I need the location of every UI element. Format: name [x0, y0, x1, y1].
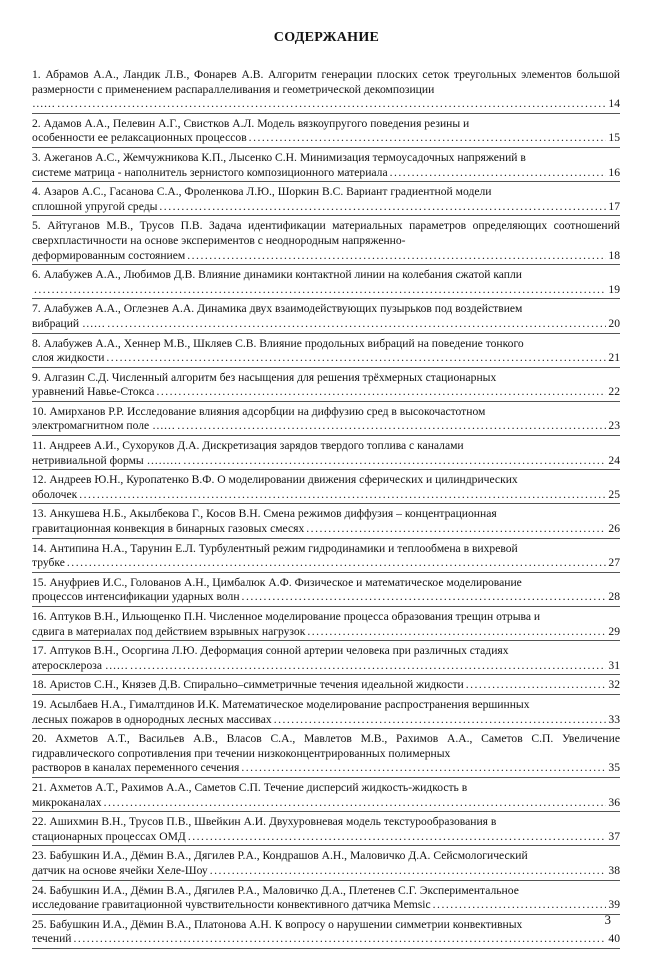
toc-entry-last-line [32, 166, 620, 181]
dot-leader [57, 97, 606, 112]
toc-entry-title: Ахметов А.Т., Васильев А.В., Власов С.А., Мавлетов М.В., Рахимов А.А., Саметов С.П. Увеличение гидравлического сопротивления при течении низкоконцентрированных полимерных [32, 732, 620, 760]
entry-divider [32, 948, 620, 949]
toc-entry-text [32, 151, 620, 166]
toc-entry-text [32, 781, 620, 796]
toc-entry-number: 25. [32, 917, 50, 931]
dot-leader [390, 166, 607, 181]
dot-leader [306, 522, 606, 537]
toc-entry-last-line [32, 454, 620, 469]
toc-entry-text [32, 117, 620, 132]
toc-entry-last-text: слоя жидкости [32, 351, 105, 365]
toc-entry-last-line [32, 659, 620, 674]
entry-divider [32, 113, 620, 114]
toc-entry-text [32, 439, 620, 454]
toc-entry-last-line [32, 898, 620, 913]
toc-entry [32, 678, 620, 695]
toc-entry-number: 4. [32, 185, 44, 199]
toc-entry-text [32, 371, 620, 386]
toc-entry-page: 39 [608, 898, 620, 912]
toc-entry-page: 29 [608, 624, 620, 638]
toc-entry-last-text: особенности ее релаксационных процессов [32, 131, 247, 145]
dot-leader [159, 200, 606, 215]
toc-entry-number: 11. [32, 439, 49, 453]
entry-divider [32, 401, 620, 402]
toc-entry-title: Ажеганов А.С., Жемчужникова К.П., Лысенко С.Н. Минимизация термоусадочных напряжений в [43, 150, 526, 164]
toc-entry-last-line [32, 830, 620, 845]
toc-entry-page: 19 [608, 282, 620, 296]
toc-entry-last-line [32, 97, 620, 112]
dot-leader [249, 131, 607, 146]
toc-entry-last-text: системе матрица - наполнитель зернистого композиционного материала [32, 165, 388, 179]
entry-divider [32, 503, 620, 504]
entry-divider [32, 264, 620, 265]
toc-entry-number: 24. [32, 883, 50, 897]
entry-divider [32, 469, 620, 470]
toc-entry-number: 22. [32, 815, 50, 829]
entry-divider [32, 640, 620, 641]
toc-entry-title: Ахметов А.Т., Рахимов А.А., Саметов С.П. Течение дисперсий жидкость-жидкость в [49, 780, 468, 794]
toc-entry [32, 151, 620, 182]
toc-entry-title: Адамов А.А., Пелевин А.Г., Свистков А.Л. Модель вязкоупругого поведения резины и [43, 116, 470, 130]
toc-entry-title: Андреев А.И., Сухоруков Д.А. Дискретизация зарядов твердого топлива с каналами [48, 439, 464, 453]
toc-entry-title: Асылбаев Н.А., Гималтдинов И.К. Математическое моделирование распространения вершинных [49, 697, 530, 711]
toc-entry-last-line [32, 249, 620, 264]
dot-leader [67, 556, 607, 571]
dot-leader [177, 419, 606, 434]
toc-entry-page: 18 [608, 248, 620, 262]
dot-leader [156, 385, 606, 400]
toc-entry [32, 268, 620, 299]
toc-entry [32, 371, 620, 402]
toc-entry [32, 439, 620, 470]
toc-entry-last-text: исследование гравитационной чувствительности конвективного датчика Memsic [32, 898, 431, 912]
page-title: СОДЕРЖАНИЕ [273, 30, 380, 45]
toc-entry-page: 38 [608, 863, 620, 877]
toc-entry-last-line [32, 932, 620, 947]
toc-entry-last-text: процессов интенсификации ударных волн [32, 590, 240, 604]
dot-leader [187, 249, 606, 264]
toc-entry-text [32, 849, 620, 864]
toc-entry-title: Алабужев А.А., Любимов Д.В. Влияние динамики контактной линии на колебания сжатой капли [43, 268, 522, 282]
toc-entry-number: 16. [32, 610, 50, 623]
toc-entry [32, 68, 620, 114]
entry-divider [32, 572, 620, 573]
toc-entry-last-line [32, 556, 620, 571]
toc-entry [32, 507, 620, 538]
toc-entry-number: 10. [32, 404, 50, 418]
toc-entry-page: 17 [608, 199, 620, 213]
dot-leader [34, 283, 606, 298]
entry-divider [32, 694, 620, 695]
dot-leader [74, 932, 607, 947]
entry-divider [32, 880, 620, 881]
toc-entry-title: Бабушкин И.А., Дёмин В.А., Платонова А.Н. К вопросу о нарушении симметрии конвективных [49, 917, 523, 931]
toc-entry-page: 24 [608, 453, 620, 467]
dot-leader [210, 864, 607, 879]
entry-divider [32, 435, 620, 436]
toc-entry-page: 20 [608, 316, 620, 330]
toc-entry-number: 23. [32, 849, 50, 863]
toc-entry-text [32, 507, 620, 522]
toc-entry [32, 884, 620, 915]
entry-divider [32, 147, 620, 148]
toc-entry-last-text: трубке [32, 556, 65, 570]
toc-entry-last-line [32, 713, 620, 728]
dot-leader [107, 317, 606, 332]
toc-entry [32, 610, 620, 641]
entry-divider [32, 538, 620, 539]
toc-entry [32, 337, 620, 368]
toc-entry-number: 8. [32, 336, 44, 350]
toc-entry-page: 16 [608, 165, 620, 179]
toc-entry-last-line [32, 385, 620, 400]
toc-entry-last-line [32, 351, 620, 366]
toc-entry-title: Айтуганов М.В., Трусов П.В. Задача идентификации материальных параметров определяющих соотношений сверхпластичности на основе экспериментов с неоднородным напряженно- [32, 219, 621, 247]
toc-entry-last-line [32, 522, 620, 537]
toc-entry-page: 28 [608, 590, 620, 604]
toc-entry-last-line [32, 864, 620, 879]
toc-entry-last-text: деформированным состоянием [32, 248, 186, 262]
entry-divider [32, 333, 620, 334]
toc-entry-title: Бабушкин И.А., Дёмин В.А., Дягилев Р.А., Кондрашов А.Н., Маловичко Д.А. Сейсмологический [49, 849, 528, 863]
toc-entry-last-text: стационарных процессах ОМД [32, 829, 186, 843]
toc-entry-title: Абрамов А.А., Ландик Л.В., Фонарев А.В. Алгоритм генерации плоских сеток треугольных элементов большой размерности с применением распараллеливания и геометрической декомпозиции [32, 68, 621, 96]
toc-entry-last-text: датчик на основе ячейки Хеле-Шоу [32, 863, 208, 877]
toc-entry-title: Амирханов Р.Р. Исследование влияния адсорбции на диффузию сред в высокочастотном [49, 404, 486, 418]
toc-entry-last-text: оболочек [32, 487, 78, 501]
toc-entry-last-text: растворов в каналах переменного сечения [32, 761, 240, 775]
toc-entry-text [32, 268, 620, 283]
toc-entry-last-line [32, 283, 620, 298]
toc-entry-text [32, 185, 620, 200]
toc-entry-last-text: атеросклероза …… [32, 658, 129, 672]
dot-leader [466, 678, 607, 693]
dot-leader [106, 351, 606, 366]
toc-entry-title: Ашихмин В.Н., Трусов П.В., Швейкин А.И. Двухуровневая модель текстурообразования в [49, 815, 497, 829]
toc-entry-number: 6. [32, 268, 44, 282]
toc-entry-title: Алабужев А.А., Оглезнев А.А. Динамика двух взаимодействующих пузырьков под воздействием [43, 302, 523, 316]
page-number: 3 [604, 912, 611, 927]
toc-entry-last-text: нетривиальной формы ……… [32, 453, 182, 467]
toc-entry-page: 26 [608, 522, 620, 536]
toc-entry-page: 22 [608, 385, 620, 399]
toc-entry-last-line [32, 796, 620, 811]
toc-entry-text [32, 542, 620, 557]
dot-leader [274, 713, 607, 728]
toc-entry [32, 117, 620, 148]
toc-entry-text [32, 698, 620, 713]
dot-leader [188, 830, 607, 845]
dot-leader [242, 590, 607, 605]
toc-entry-page: 33 [608, 712, 620, 726]
toc-entry-last-text: уравнений Навье-Стокса [32, 385, 155, 399]
dot-leader [307, 625, 606, 640]
entry-divider [32, 811, 620, 812]
toc-entry-title: Анкушева Н.Б., Акылбекова Г., Косов В.Н. Смена режимов диффузия – концентрационная [49, 507, 497, 521]
toc-entry-number: 1. [32, 68, 46, 81]
toc-entry-last-line [32, 131, 620, 146]
toc-entry-last-text: микроканалах [32, 795, 102, 809]
toc-entry [32, 542, 620, 573]
toc-entry-page: 27 [608, 556, 620, 570]
entry-divider [32, 215, 620, 216]
toc-entry-number: 20. [32, 732, 56, 746]
toc-entry-text [32, 610, 620, 625]
dot-leader [433, 898, 607, 913]
toc-entry-text [32, 884, 620, 899]
toc-entry-last-line [32, 761, 620, 776]
toc-entry-last-text: лесных пожаров в однородных лесных массивах [32, 712, 272, 726]
toc-entry-number: 19. [32, 697, 50, 711]
toc-entry-page: 35 [608, 761, 620, 775]
toc-entry-text [32, 815, 620, 830]
toc-entry-last-text: сдвига в материалах под действием взрывных нагрузок [32, 624, 306, 638]
toc-entry-text [32, 68, 620, 97]
toc-entry-title: Аптуков В.Н., Осоргина Л.Ю. Деформация сонной артерии человека при различных стадиях [49, 644, 509, 658]
dot-leader [130, 659, 606, 674]
entry-divider [32, 181, 620, 182]
toc-entry-title: Бабушкин И.А., Дёмин В.А., Дягилев Р.А., Маловичко Д.А., Плетенев С.Г. Экспериментальное [49, 883, 519, 897]
toc-entry-page: 25 [608, 487, 620, 501]
toc-entry-last-text: 18. Аристов С.Н., Князев Д.В. Спирально–симметричные течения идеальной жидкости [32, 678, 464, 692]
toc-entry-page: 32 [608, 678, 620, 692]
toc-entry-text [32, 732, 620, 761]
toc-entry-text [32, 219, 620, 248]
toc-entry-page: 14 [608, 97, 620, 111]
toc-entry-page: 37 [608, 829, 620, 843]
toc-entry-page: 31 [608, 658, 620, 672]
entry-divider [32, 914, 620, 915]
entry-divider [32, 367, 620, 368]
toc-entry-page: 21 [608, 351, 620, 365]
toc-entry-number: 12. [32, 473, 50, 487]
toc-entry-last-line [32, 678, 620, 693]
toc-entry-text [32, 473, 620, 488]
toc-entry-page: 23 [608, 419, 620, 433]
dot-leader [183, 454, 606, 469]
toc-entry [32, 219, 620, 265]
entry-divider [32, 606, 620, 607]
toc-entry-number: 2. [32, 116, 44, 130]
toc-entry-last-line [32, 317, 620, 332]
toc-entry-last-line [32, 590, 620, 605]
toc-entry [32, 732, 620, 778]
toc-entry-last-text: вибраций …… [32, 316, 106, 330]
toc-entry-title: Азаров А.С., Гасанова С.А., Фроленкова Л.Ю., Шоркин В.С. Вариант градиентной модели [43, 185, 492, 199]
toc-entry-title: Андреев Ю.Н., Куропатенко В.Ф. О моделировании движения сферических и цилиндрических [49, 473, 518, 487]
toc-entry [32, 185, 620, 216]
toc-entry-number: 5. [32, 219, 48, 233]
toc-entry-last-text: течений [32, 932, 72, 946]
toc-entry [32, 302, 620, 333]
toc-entry-number: 14. [32, 541, 50, 555]
toc-entry-number: 7. [32, 302, 44, 316]
toc-entry [32, 918, 620, 949]
toc-entry-title: Аптуков В.Н., Ильющенко П.Н. Численное моделирование процесса образования трещин отрыва и [49, 610, 541, 623]
dot-leader [79, 488, 606, 503]
toc-entry [32, 815, 620, 846]
toc-entry-title: Алабужев А.А., Хеннер М.В., Шкляев С.В. Влияние продольных вибраций на поведение тонкого [43, 336, 524, 350]
toc-entry [32, 698, 620, 729]
dot-leader [241, 761, 606, 776]
toc-entry-last-line [32, 419, 620, 434]
toc-entry-text [32, 405, 620, 420]
toc-entry [32, 781, 620, 812]
toc-entry-number: 9. [32, 370, 44, 384]
toc-entry-title: Алгазин С.Д. Численный алгоритм без насыщения для решения трёхмерных стационарных [43, 370, 497, 384]
toc-entry-page: 36 [608, 795, 620, 809]
toc-entry-last-text: сплошной упругой среды [32, 199, 158, 213]
toc-entry-number: 3. [32, 150, 44, 164]
toc-entry-title: Ануфриев И.С., Голованов А.Н., Цимбалюк А.Ф. Физическое и математическое моделирование [49, 575, 522, 589]
toc-entry-text [32, 918, 620, 933]
toc-entry-page: 40 [608, 932, 620, 946]
toc-entry-text [32, 302, 620, 317]
toc-entry-last-text: гравитационная конвекция в бинарных газовых смесях [32, 522, 305, 536]
toc-entry-number: 15. [32, 575, 50, 589]
toc-entry-last-text: …… [32, 97, 56, 111]
toc-entry-page: 15 [608, 131, 620, 145]
dot-leader [104, 796, 607, 811]
toc-entry-number: 13. [32, 507, 50, 521]
entry-divider [32, 845, 620, 846]
toc-entry-last-line [32, 488, 620, 503]
entry-divider [32, 298, 620, 299]
entry-divider [32, 674, 620, 675]
toc-entry [32, 405, 620, 436]
toc-entry-last-line [32, 200, 620, 215]
table-of-contents [32, 68, 620, 952]
toc-entry [32, 473, 620, 504]
toc-entry [32, 849, 620, 880]
entry-divider [32, 728, 620, 729]
toc-entry-last-text: электромагнитном поле …… [32, 419, 176, 433]
toc-entry-text [32, 644, 620, 659]
toc-entry-title: Антипина Н.А., Тарунин Е.Л. Турбулентный режим гидродинамики и теплообмена в вихревой [49, 541, 518, 555]
toc-entry-number: 17. [32, 644, 50, 658]
toc-entry [32, 576, 620, 607]
toc-entry-text [32, 337, 620, 352]
entry-divider [32, 777, 620, 778]
toc-entry-number: 21. [32, 780, 50, 794]
toc-entry [32, 644, 620, 675]
toc-entry-text [32, 576, 620, 591]
toc-entry-last-line [32, 625, 620, 640]
